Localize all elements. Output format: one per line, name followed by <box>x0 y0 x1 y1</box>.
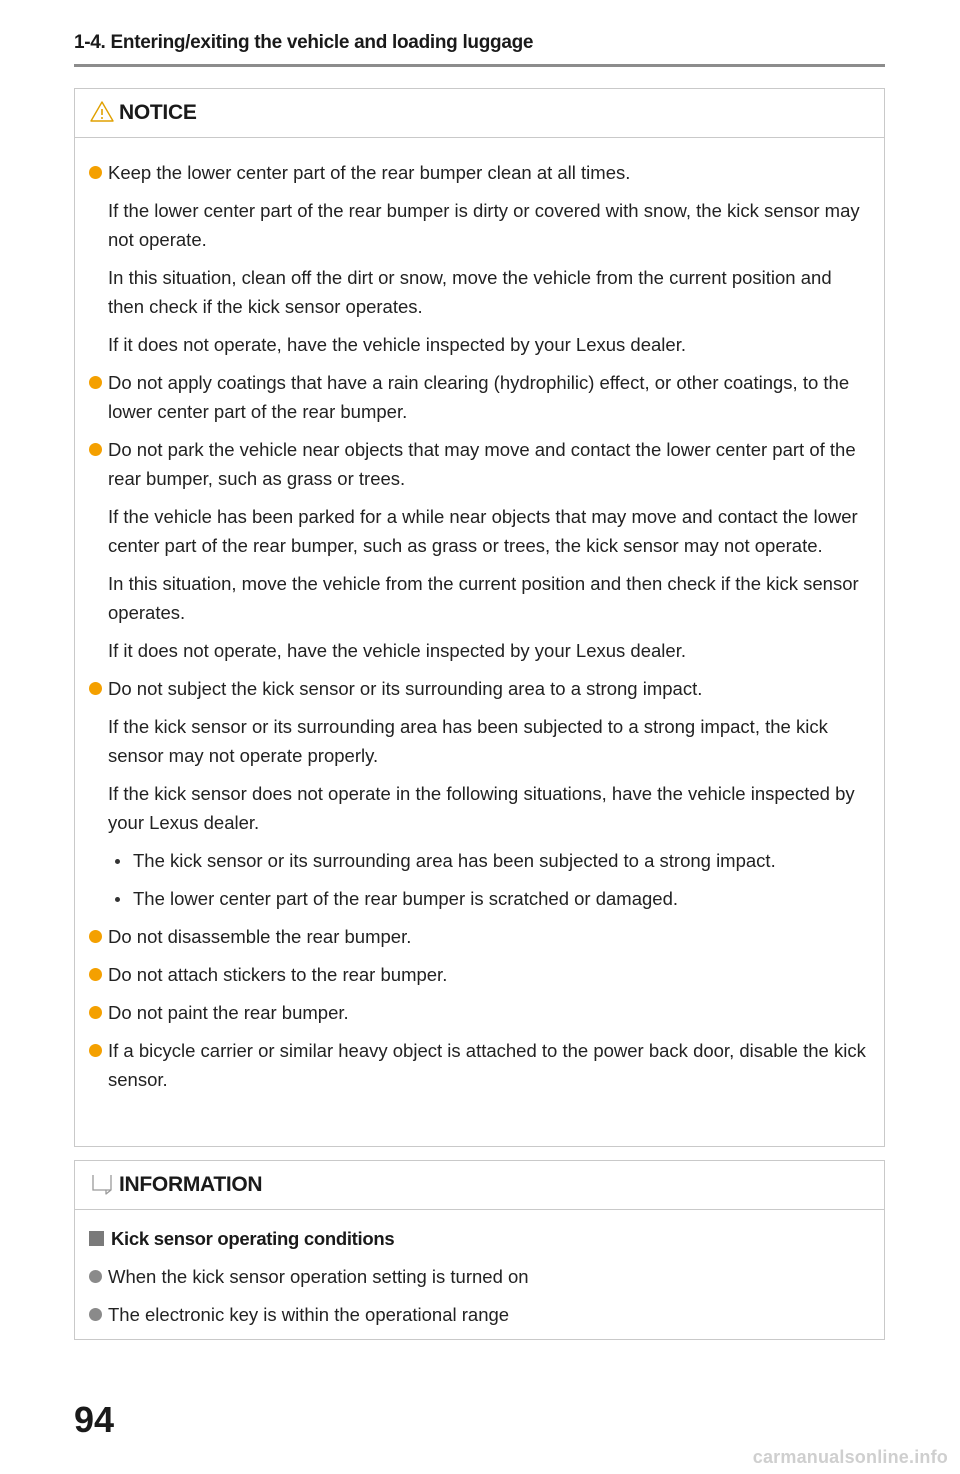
sub-bullet-dot <box>115 859 120 864</box>
bullet-dot <box>89 166 102 179</box>
notice-header <box>75 89 884 138</box>
memo-icon <box>89 1172 115 1196</box>
notice-paragraph: If it does not operate, have the vehicle inspected by your Lexus dealer. <box>108 640 686 661</box>
information-header <box>75 1161 884 1210</box>
notice-item <box>89 960 868 989</box>
information-body <box>75 1210 884 1329</box>
information-item <box>89 1300 868 1329</box>
notice-paragraph: In this situation, move the vehicle from the current position and then check if the kick sensor operates. <box>108 573 859 623</box>
header-divider <box>74 64 885 67</box>
warning-triangle-icon <box>89 100 115 124</box>
sub-bullet-dot <box>115 897 120 902</box>
information-item-text: When the kick sensor operation setting is turned on <box>108 1266 529 1287</box>
notice-box <box>74 88 885 1147</box>
information-heading <box>89 1224 868 1253</box>
notice-item-text: Do not park the vehicle near objects that may move and contact the lower center part of the rear bumper, such as grass or trees. <box>108 439 856 489</box>
notice-item <box>89 158 868 187</box>
notice-item <box>89 998 868 1027</box>
notice-subitem-text: The lower center part of the rear bumper is scratched or damaged. <box>133 888 678 909</box>
bullet-dot <box>89 968 102 981</box>
notice-item-text: Do not apply coatings that have a rain clearing (hydrophilic) effect, or other coatings, to the lower center part of the rear bumper. <box>108 372 850 422</box>
square-bullet <box>89 1231 104 1246</box>
section-title: 1-4. Entering/exiting the vehicle and loading luggage <box>74 32 534 53</box>
bullet-dot <box>89 682 102 695</box>
watermark: carmanualsonline.info <box>752 1447 948 1467</box>
notice-item-text: Do not paint the rear bumper. <box>108 1002 349 1023</box>
information-item <box>89 1262 868 1291</box>
notice-paragraph: If the kick sensor or its surrounding area has been subjected to a strong impact, the kick sensor may not operate properly. <box>108 716 828 766</box>
notice-paragraph: If it does not operate, have the vehicle inspected by your Lexus dealer. <box>108 334 686 355</box>
bullet-dot <box>89 443 102 456</box>
notice-item <box>89 435 868 493</box>
bullet-dot <box>89 1308 102 1321</box>
bullet-dot <box>89 1270 102 1283</box>
notice-item <box>89 674 868 703</box>
notice-paragraph: If the lower center part of the rear bumper is dirty or covered with snow, the kick sensor may not operate. <box>108 200 860 250</box>
notice-item-text: Keep the lower center part of the rear bumper clean at all times. <box>108 162 631 183</box>
information-heading-text: Kick sensor operating conditions <box>111 1228 395 1249</box>
information-label: INFORMATION <box>119 1173 263 1196</box>
page-number: 94 <box>74 1399 115 1440</box>
notice-subitem <box>89 846 868 875</box>
notice-paragraph: If the vehicle has been parked for a while near objects that may move and contact the lower center part of the rear bumper, such as grass or trees, the kick sensor may not operate. <box>108 506 858 556</box>
notice-paragraph: In this situation, clean off the dirt or snow, move the vehicle from the current position and then check if the kick sensor operates. <box>108 267 832 317</box>
notice-item <box>89 922 868 951</box>
information-item-text: The electronic key is within the operational range <box>108 1304 510 1325</box>
bullet-dot <box>89 376 102 389</box>
notice-item-text: If a bicycle carrier or similar heavy object is attached to the power back door, disable the kick sensor. <box>108 1040 866 1090</box>
notice-item-text: Do not subject the kick sensor or its surrounding area to a strong impact. <box>108 678 703 699</box>
notice-item-text: Do not attach stickers to the rear bumper. <box>108 964 448 985</box>
information-box <box>74 1160 885 1340</box>
page-header <box>74 30 885 67</box>
notice-body <box>75 138 884 1094</box>
notice-label: NOTICE <box>119 101 197 124</box>
bullet-dot <box>89 1006 102 1019</box>
notice-item-text: Do not disassemble the rear bumper. <box>108 926 412 947</box>
bullet-dot <box>89 1044 102 1057</box>
notice-subitem-text: The kick sensor or its surrounding area has been subjected to a strong impact. <box>133 850 776 871</box>
notice-item <box>89 368 868 426</box>
notice-item <box>89 1036 868 1094</box>
notice-subitem <box>89 884 868 913</box>
bullet-dot <box>89 930 102 943</box>
notice-paragraph: If the kick sensor does not operate in the following situations, have the vehicle inspected by your Lexus dealer. <box>108 783 855 833</box>
